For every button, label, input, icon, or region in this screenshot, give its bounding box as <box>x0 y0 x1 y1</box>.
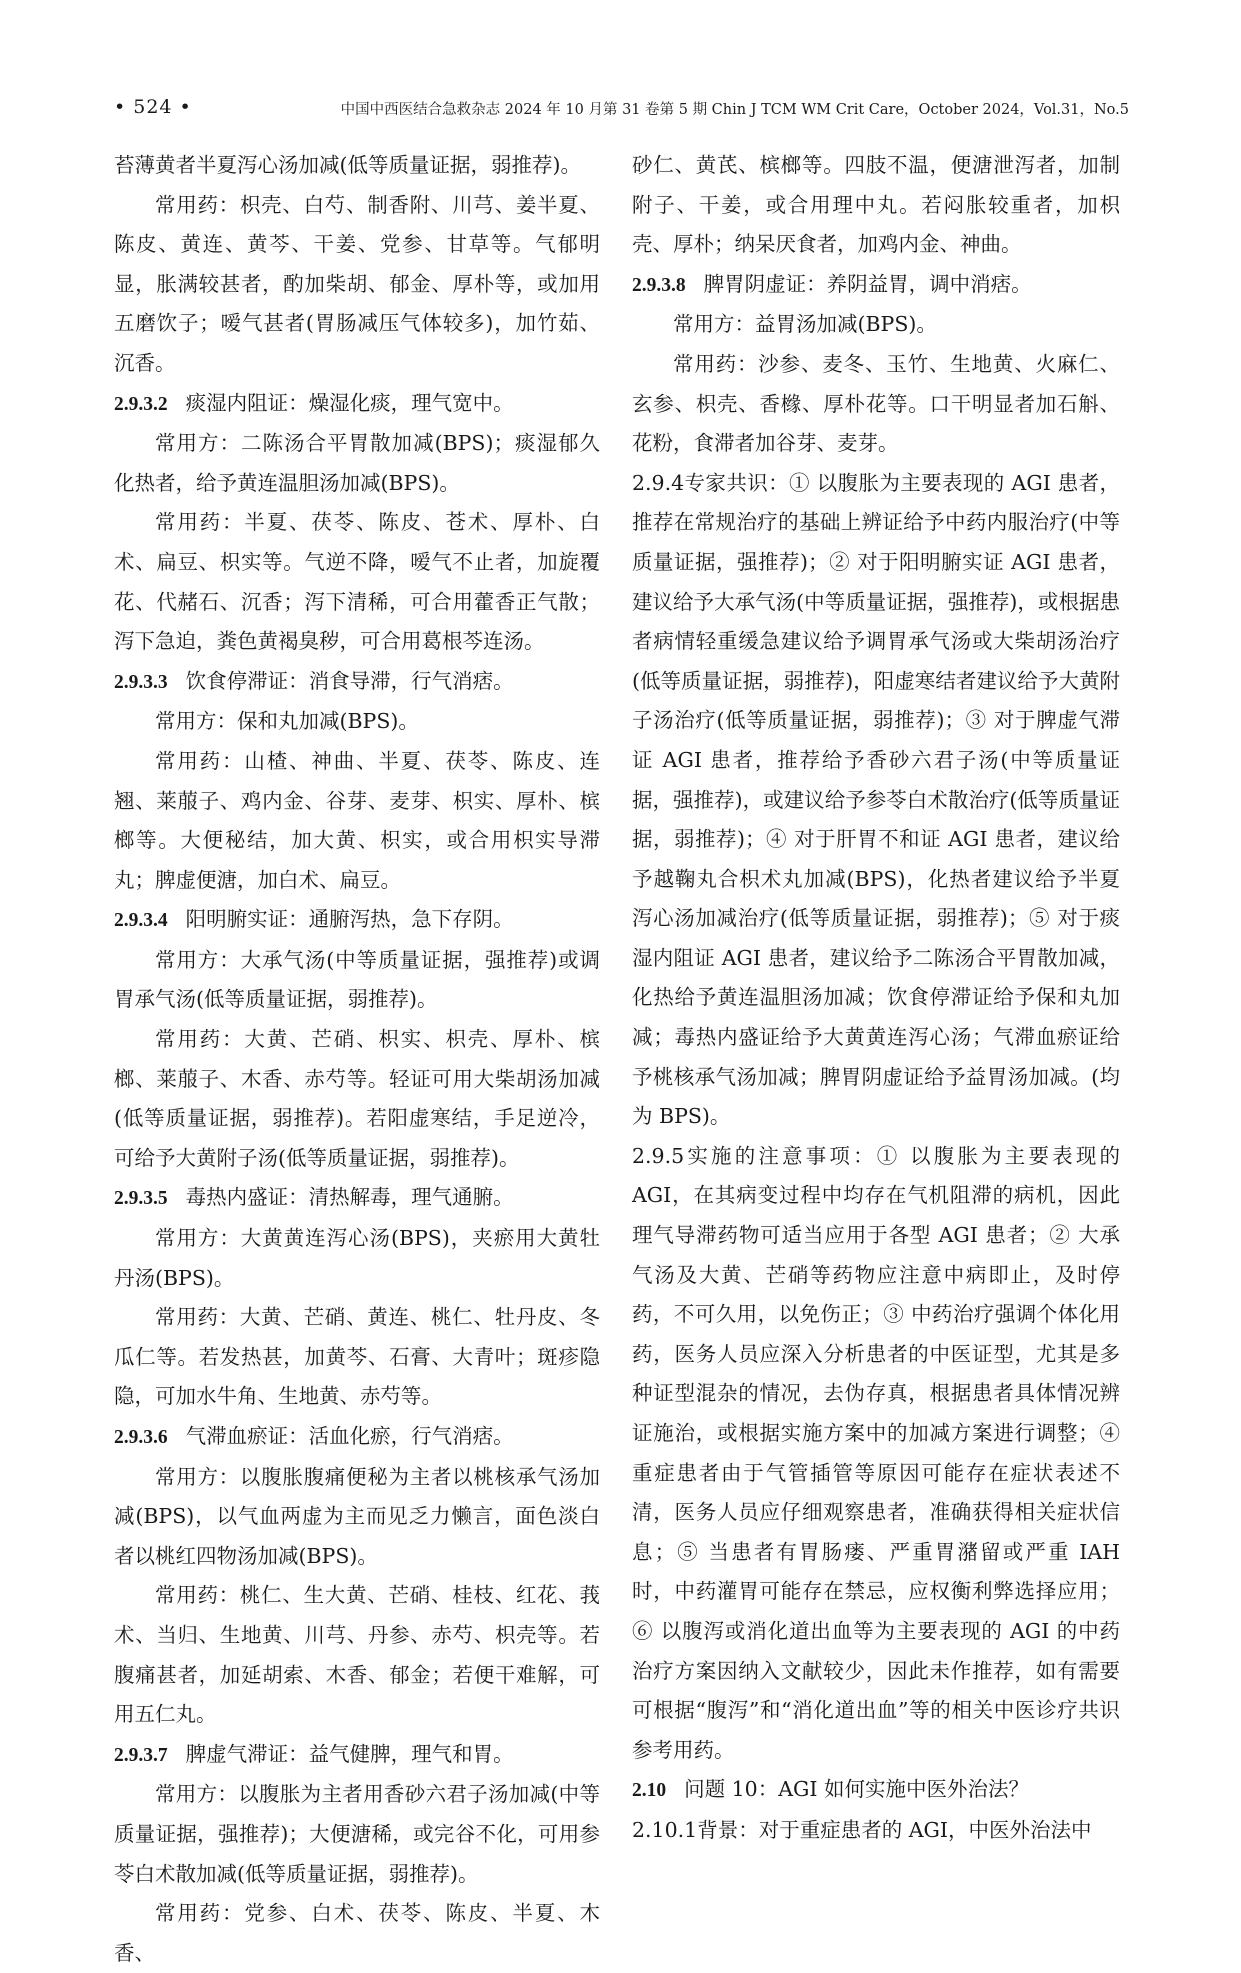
body-paragraph: 常用方：保和丸加减(BPS)。 <box>155 709 419 734</box>
section-number: 2.10 <box>632 1780 667 1802</box>
body-paragraph: 常用药：沙参、麦冬、玉竹、生地黄、火麻仁、玄参、枳壳、香橼、厚朴花等。口干明显者加石斛、花粉，食滞者加谷芽、麦芽。 <box>632 351 1120 456</box>
section-number: 2.9.5 <box>632 1143 685 1168</box>
section-text: 问题 10：AGI 如何实施中医外治法？ <box>684 1777 1030 1802</box>
section-number: 2.9.3.5 <box>114 1188 168 1210</box>
section-number: 2.10.1 <box>632 1817 698 1842</box>
section-text: 实施的注意事项：① 以腹胀为主要表现的 AGI，在其病变过程中均存在气机阻滞的病机，因此理气导滞药物可适当应用于各型 AGI 患者；② 大承气汤及大黄、芒硝等药物应注意中病即止，及时停药，不可久用，以免伤正；③ 中药治疗强调个体化用药，医务人员应深入分析患者的中医证型，尤其是多种证型混杂的情况，去伪存真，根据患者具体情况辨证施治，或根据实施方案中的加减方案进行调整；④ 重症患者由于气管插管等原因可能存在症状表述不清，医务人员应仔细观察患者，准确获得相关症状信息；⑤ 当患者有胃肠瘘、严重胃潴留或严重 IAH 时，中药灌胃可能存在禁忌，应权衡利弊选择应用；⑥ 以腹泻或消化道出血等为主要表现的 AGI 的中药治疗方案因纳入文献较少，因此未作推荐，如有需要可根据“腹泻”和“消化道出血”等的相关中医诊疗共识参考用药。 <box>632 1143 1120 1762</box>
section-heading <box>114 662 600 703</box>
section-text: 毒热内盛证：清热解毒，理气通腑。 <box>185 1185 514 1210</box>
running-header <box>114 96 1129 124</box>
section-number: 2.9.3.3 <box>114 671 168 693</box>
section-heading <box>114 384 600 425</box>
numbered-paragraph <box>632 1137 1120 1771</box>
section-heading <box>114 1417 600 1458</box>
section-text: 脾胃阴虚证：养阴益胃，调中消痞。 <box>703 271 1032 296</box>
body-paragraph: 常用药：大黄、芒硝、黄连、桃仁、牡丹皮、冬瓜仁等。若发热甚，加黄芩、石膏、大青叶；斑疹隐隐，可加水牛角、生地黄、赤芍等。 <box>114 1305 600 1409</box>
body-paragraph: 常用方：大黄黄连泻心汤(BPS)，夹瘀用大黄牡丹汤(BPS)。 <box>114 1226 600 1290</box>
body-paragraph: 常用方：大承气汤(中等质量证据，强推荐)或调胃承气汤(低等质量证据，弱推荐)。 <box>114 947 600 1012</box>
section-number: 2.9.3.6 <box>114 1427 168 1448</box>
body-paragraph: 常用药：大黄、芒硝、枳实、枳壳、厚朴、槟榔、莱菔子、木香、赤芍等。轻证可用大柴胡汤加减(低等质量证据，弱推荐)。若阳虚寒结，手足逆冷，可给予大黄附子汤(低等质量证据，弱推荐)。 <box>114 1027 600 1170</box>
section-number: 2.9.4 <box>632 470 685 495</box>
section-text: 痰湿内阻证：燥湿化痰，理气宽中。 <box>185 390 514 415</box>
section-number: 2.9.3.4 <box>114 910 168 932</box>
body-paragraph: 常用方：二陈汤合平胃散加减(BPS)；痰湿郁久化热者，给予黄连温胆汤加减(BPS)。 <box>114 431 600 495</box>
body-paragraph: 常用药：桃仁、生大黄、芒硝、桂枝、红花、莪术、当归、生地黄、川芎、丹参、赤芍、枳壳等。若腹痛甚者，加延胡索、木香、郁金；若便干难解，可用五仁丸。 <box>114 1583 600 1727</box>
section-text: 背景：对于重症患者的 AGI，中医外治法中 <box>697 1817 1092 1842</box>
body-paragraph: 苔薄黄者半夏泻心汤加减(低等质量证据，弱推荐)。 <box>114 153 581 177</box>
section-text: 专家共识：① 以腹胀为主要表现的 AGI 患者，推荐在常规治疗的基础上辨证给予中药内服治疗(中等质量证据，强推荐)；② 对于阳明腑实证 AGI 患者，建议给予大承气汤(中等质量证据，强推荐)，或根据患者病情轻重缓急建议给予调胃承气汤或大柴胡汤治疗(低等质量证据，弱推荐)，阳虚寒结者建议给予大黄附子汤治疗(低等质量证据，弱推荐)；③ 对于脾虚气滞证 AGI 患者，推荐给予香砂六君子汤(中等质量证据，强推荐)，或建议给予参苓白术散治疗(低等质量证据，弱推荐)；④ 对于肝胃不和证 AGI 患者，建议给予越鞠丸合枳术丸加减(BPS)，化热者建议给予半夏泻心汤加减治疗(低等质量证据，弱推荐)；⑤ 对于痰湿内阻证 AGI 患者，建议给予二陈汤合平胃散加减，化热给予黄连温胆汤加减；饮食停滞证给予保和丸加减；毒热内盛证给予大黄黄连泻心汤；气滞血瘀证给予桃核承气汤加减；脾胃阴虚证给予益胃汤加减。(均为 BPS)。 <box>632 470 1120 1129</box>
body-paragraph: 常用药：枳壳、白芍、制香附、川芎、姜半夏、陈皮、黄连、黄芩、干姜、党参、甘草等。气郁明显，胀满较甚者，酌加柴胡、郁金、厚朴等，或加用五磨饮子；嗳气甚者(胃肠减压气体较多)，加竹茹、沉香。 <box>114 192 600 375</box>
section-heading <box>114 1735 600 1776</box>
section-heading <box>632 265 1120 306</box>
numbered-paragraph <box>632 464 1120 1137</box>
section-text: 脾虚气滞证：益气健脾，理气和胃。 <box>185 1741 514 1766</box>
journal-citation: 中国中西医结合急救杂志 2024 年 10 月第 31 卷第 5 期 Chin J TCM WM Crit Care，October 2024，Vol.31，No.5 <box>340 102 1129 118</box>
section-heading <box>632 1770 1120 1811</box>
body-paragraph: 常用药：山楂、神曲、半夏、茯苓、陈皮、连翘、莱菔子、鸡内金、谷芽、麦芽、枳实、厚朴、槟榔等。大便秘结，加大黄、枳实，或合用枳实导滞丸；脾虚便溏，加白术、扁豆。 <box>114 748 600 892</box>
section-text: 气滞血瘀证：活血化瘀，行气消痞。 <box>185 1424 514 1448</box>
section-number: 2.9.3.2 <box>114 393 168 415</box>
body-paragraph: 常用方：以腹胀为主者用香砂六君子汤加减(中等质量证据，强推荐)；大便溏稀，或完谷不化，可用参苓白术散加减(低等质量证据，弱推荐)。 <box>114 1782 600 1886</box>
body-paragraph: 常用方：益胃汤加减(BPS)。 <box>673 312 937 337</box>
section-heading <box>114 1178 600 1219</box>
numbered-paragraph <box>632 1811 1120 1851</box>
section-heading <box>114 900 600 941</box>
left-column <box>114 146 600 1973</box>
body-paragraph: 砂仁、黄芪、槟榔等。四肢不温，便溏泄泻者，加制附子、干姜，或合用理中丸。若闷胀较重者，加枳壳、厚朴；纳呆厌食者，加鸡内金、神曲。 <box>632 153 1120 257</box>
page-number: • 524 • <box>114 96 192 118</box>
body-paragraph: 常用药：党参、白术、茯苓、陈皮、半夏、木香、 <box>114 1901 600 1965</box>
section-text: 饮食停滞证：消食导滞，行气消痞。 <box>185 668 514 693</box>
section-number: 2.9.3.8 <box>632 274 686 296</box>
section-number: 2.9.3.7 <box>114 1744 168 1766</box>
right-column <box>632 146 1120 1851</box>
section-text: 阳明腑实证：通腑泻热，急下存阴。 <box>185 907 514 932</box>
body-paragraph: 常用药：半夏、茯苓、陈皮、苍术、厚朴、白术、扁豆、枳实等。气逆不降，嗳气不止者，加旋覆花、代赭石、沉香；泻下清稀，可合用藿香正气散；泻下急迫，粪色黄褐臭秽，可合用葛根芩连汤。 <box>114 510 600 654</box>
body-paragraph: 常用方：以腹胀腹痛便秘为主者以桃核承气汤加减(BPS)，以气血两虚为主而见乏力懒言，面色淡白者以桃红四物汤加减(BPS)。 <box>114 1464 600 1568</box>
